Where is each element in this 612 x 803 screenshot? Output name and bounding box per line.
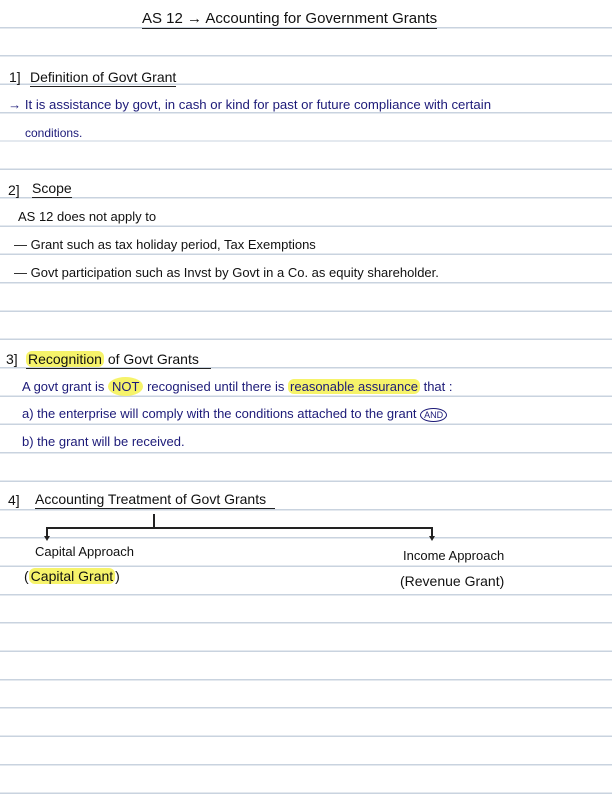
paren: ( (24, 568, 29, 584)
section-2-heading: Scope (32, 180, 72, 196)
section-2-number: 2] (8, 182, 20, 198)
capital-approach-title: Capital Approach (35, 544, 135, 559)
not-highlight: NOT (108, 377, 143, 396)
text: that : (423, 379, 453, 394)
section-1-heading: Definition of Govt Grant (30, 69, 177, 85)
condition-b: b) the grant will be received. (22, 434, 185, 449)
section-4-number: 4] (8, 492, 20, 508)
definition-line-1: → It is assistance by govt, in cash or kind for past or future compliance with certain (8, 97, 492, 112)
capital-grant-label (24, 569, 120, 583)
scope-bullet: — Govt participation such as Invst by Govt in a Co. as equity shareholder. (14, 265, 439, 280)
tree-branch (46, 527, 432, 529)
condition-a (22, 407, 447, 420)
heading-rest: of Govt Grants (107, 351, 199, 367)
scope-intro: AS 12 does not apply to (18, 209, 157, 224)
revenue-grant-label: (Revenue Grant) (400, 573, 505, 589)
and-circled-tag: AND (420, 408, 447, 422)
text: a) the enterprise will comply with the conditions attached to the grant (22, 406, 417, 421)
income-approach-title: Income Approach (403, 548, 505, 563)
text: recognised until there is (147, 379, 285, 394)
arrow-down-icon (44, 536, 50, 541)
recognition-statement (22, 380, 453, 393)
page-title: AS 12 → Accounting for Government Grants (142, 10, 438, 27)
section-3-heading (26, 352, 211, 369)
arrow-down-icon (429, 536, 435, 541)
definition-line-2: conditions. (25, 126, 83, 140)
highlighted-term: Recognition (28, 351, 102, 367)
paren: ) (115, 568, 120, 584)
section-3-number: 3] (6, 351, 18, 367)
text: A govt grant is (22, 379, 105, 394)
section-1-number: 1] (9, 69, 21, 85)
reasonable-assurance-highlight: reasonable assurance (290, 379, 418, 394)
section-4-heading: Accounting Treatment of Govt Grants (35, 492, 275, 509)
tree-stem (153, 514, 155, 528)
scope-bullet: — Grant such as tax holiday period, Tax Exemptions (14, 237, 316, 252)
capital-grant-highlight: Capital Grant (30, 568, 114, 584)
